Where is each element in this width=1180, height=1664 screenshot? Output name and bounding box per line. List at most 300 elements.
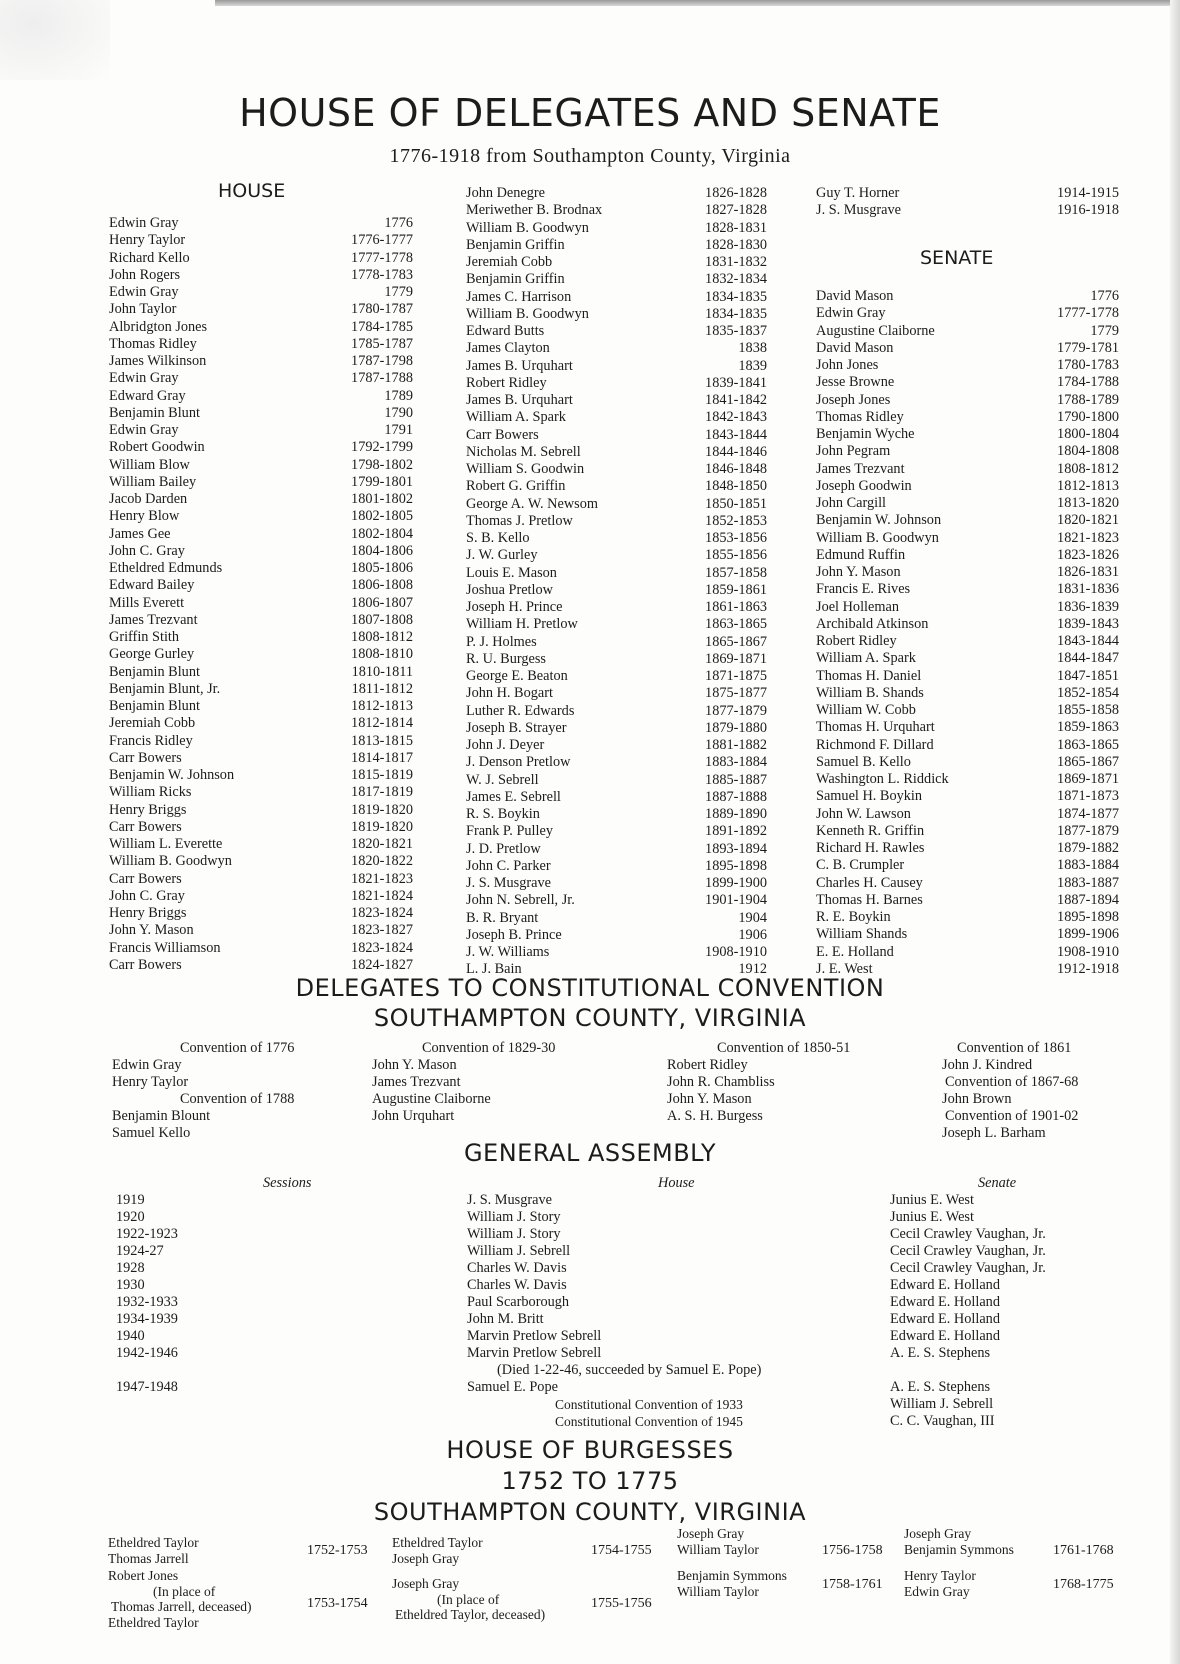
member-name: Archibald Atkinson xyxy=(816,615,929,632)
member-row xyxy=(816,581,1119,598)
member-row xyxy=(109,836,413,853)
member-years: 1812-1813 xyxy=(1057,477,1119,494)
ga-house-member: Constitutional Convention of 1945 xyxy=(555,1414,743,1429)
ga-house-member: John M. Britt xyxy=(467,1311,544,1327)
member-years: 1817-1819 xyxy=(351,784,413,801)
member-years: 1843-1844 xyxy=(1057,633,1119,649)
member-years: 1912 xyxy=(738,961,767,978)
member-row xyxy=(109,405,413,422)
burgess-name: Joseph Gray xyxy=(904,1526,972,1541)
member-years: 1813-1815 xyxy=(351,732,413,749)
member-name: Richard Kello xyxy=(109,249,190,266)
member-row xyxy=(466,823,767,840)
member-row xyxy=(466,513,767,530)
member-name: William H. Pretlow xyxy=(466,616,578,633)
member-name: Joshua Pretlow xyxy=(466,581,553,598)
member-years: 1810-1811 xyxy=(351,663,413,680)
member-row xyxy=(109,370,413,387)
burgess-names xyxy=(108,1535,199,1566)
delegate-name: John Y. Mason xyxy=(372,1057,457,1073)
member-name: John Jones xyxy=(816,357,879,373)
member-name: William Shands xyxy=(816,926,908,943)
member-years: 1875-1877 xyxy=(705,685,767,702)
member-row xyxy=(109,388,413,405)
member-years: 1834-1835 xyxy=(705,288,767,305)
member-row xyxy=(466,358,767,375)
member-years: 1883-1887 xyxy=(1057,874,1119,891)
member-years: 1852-1853 xyxy=(705,512,767,529)
delegate-name: John Y. Mason xyxy=(667,1091,752,1107)
member-row xyxy=(466,806,767,823)
member-name: Henry Taylor xyxy=(109,232,186,249)
member-row xyxy=(466,461,767,478)
member-name: Edwin Gray xyxy=(109,370,179,387)
member-row xyxy=(109,767,413,784)
member-name: Joseph H. Prince xyxy=(466,599,563,615)
house-label: House xyxy=(658,1175,695,1191)
member-name: Carr Bowers xyxy=(466,426,539,443)
member-row xyxy=(466,910,767,927)
delegate-name: Joseph L. Barham xyxy=(942,1125,1046,1141)
member-years: 1839 xyxy=(738,357,767,374)
member-name: Edwin Gray xyxy=(816,305,886,322)
member-name: Washington L. Riddick xyxy=(816,771,949,787)
member-years: 1852-1854 xyxy=(1057,684,1119,701)
convention-heading: Convention of 1776 xyxy=(180,1040,295,1056)
member-row xyxy=(109,819,413,836)
member-years: 1835-1837 xyxy=(705,323,767,339)
member-years: 1879-1882 xyxy=(1057,840,1119,856)
member-years: 1790-1800 xyxy=(1057,408,1119,425)
member-years: 1821-1824 xyxy=(351,887,413,904)
member-years: 1811-1812 xyxy=(351,680,413,697)
member-years: 1777-1778 xyxy=(1057,305,1119,322)
member-years: 1827-1828 xyxy=(705,202,767,219)
member-name: George A. W. Newsom xyxy=(466,495,598,512)
burgess-years: 1755-1756 xyxy=(591,1596,652,1611)
member-name: William B. Goodwyn xyxy=(466,305,589,322)
member-years: 1808-1810 xyxy=(351,646,413,663)
member-row xyxy=(109,215,413,232)
member-row xyxy=(466,720,767,737)
member-name: John C. Gray xyxy=(109,542,185,559)
member-row xyxy=(466,858,767,875)
ga-session: 1940 xyxy=(116,1328,145,1344)
house-list-col3 xyxy=(816,185,1119,220)
member-name: John W. Lawson xyxy=(816,805,911,822)
member-row xyxy=(466,703,767,720)
member-years: 1895-1898 xyxy=(705,857,767,874)
member-row xyxy=(466,944,767,961)
senate-list xyxy=(816,288,1119,978)
member-row xyxy=(816,616,1119,633)
member-name: James Wilkinson xyxy=(109,353,207,369)
member-row xyxy=(109,681,413,698)
member-row xyxy=(109,871,413,888)
member-years: 1914-1915 xyxy=(1057,185,1119,201)
member-years: 1823-1827 xyxy=(351,922,413,939)
ga-house-member: Marvin Pretlow Sebrell xyxy=(467,1328,602,1344)
member-years: 1826-1831 xyxy=(1057,564,1119,580)
member-years: 1792-1799 xyxy=(351,439,413,456)
member-years: 1780-1783 xyxy=(1057,357,1119,373)
member-years: 1801-1802 xyxy=(351,491,413,507)
member-name: Robert Goodwin xyxy=(109,439,205,456)
burgess-names xyxy=(392,1535,483,1566)
member-row xyxy=(816,926,1119,943)
member-row xyxy=(816,892,1119,909)
member-row xyxy=(466,202,767,219)
burgess-name: Etheldred Taylor, deceased) xyxy=(395,1607,546,1622)
member-name: P. J. Holmes xyxy=(466,633,537,650)
burgesses-years: 1752 TO 1775 xyxy=(501,1467,679,1495)
ga-house-member: Samuel E. Pope xyxy=(467,1379,558,1395)
member-name: J. S. Musgrave xyxy=(816,202,901,219)
burgess-name: Edwin Gray xyxy=(904,1583,970,1599)
member-years: 1820-1821 xyxy=(351,836,413,852)
member-row xyxy=(109,733,413,750)
ga-house-list xyxy=(467,1192,761,1430)
senate-label: Senate xyxy=(978,1175,1017,1191)
member-name: Jacob Darden xyxy=(109,491,188,507)
member-years: 1832-1834 xyxy=(705,271,767,288)
member-row xyxy=(816,771,1119,788)
member-name: Samuel H. Boykin xyxy=(816,788,923,805)
member-years: 1857-1858 xyxy=(705,564,767,581)
member-years: 1863-1865 xyxy=(705,616,767,633)
member-name: Francis Ridley xyxy=(109,732,193,749)
member-row xyxy=(466,841,767,858)
member-name: George Gurley xyxy=(109,646,195,663)
member-name: John Pegram xyxy=(816,443,891,460)
ga-session: 1947-1948 xyxy=(116,1379,178,1395)
member-years: 1885-1887 xyxy=(705,771,767,788)
member-row xyxy=(816,788,1119,805)
member-years: 1776-1777 xyxy=(351,232,413,249)
member-years: 1874-1877 xyxy=(1057,805,1119,822)
ga-session xyxy=(116,1396,178,1413)
member-years: 1779-1781 xyxy=(1057,339,1119,356)
ga-senate-member: C. C. Vaughan, III xyxy=(890,1413,995,1429)
member-row xyxy=(816,599,1119,616)
member-years: 1820-1821 xyxy=(1057,512,1119,529)
member-years: 1869-1871 xyxy=(1057,771,1119,787)
member-name: E. E. Holland xyxy=(816,943,894,960)
member-row xyxy=(109,336,413,353)
member-name: Louis E. Mason xyxy=(466,564,557,581)
member-years: 1784-1788 xyxy=(1057,374,1119,391)
member-name: Edward Gray xyxy=(109,387,186,404)
member-row xyxy=(466,306,767,323)
member-row xyxy=(466,892,767,909)
ga-senate-member: William J. Sebrell xyxy=(890,1396,994,1412)
ga-session xyxy=(116,1413,178,1430)
member-name: Benjamin W. Johnson xyxy=(109,767,235,783)
member-name: Frank P. Pulley xyxy=(466,823,553,840)
member-years: 1904 xyxy=(738,909,767,926)
burgesses-subtitle: SOUTHAMPTON COUNTY, VIRGINIA xyxy=(373,1498,807,1526)
member-name: C. B. Crumpler xyxy=(816,857,905,874)
member-years: 1808-1812 xyxy=(351,629,413,645)
member-name: William A. Spark xyxy=(466,409,566,426)
member-years: 1823-1826 xyxy=(1057,546,1119,563)
member-name: Francis E. Rives xyxy=(816,581,911,598)
burgess-name: (In place of xyxy=(437,1591,500,1607)
member-name: J. W. Williams xyxy=(466,944,550,960)
member-years: 1861-1863 xyxy=(705,599,767,615)
member-name: Joseph B. Prince xyxy=(466,926,562,943)
member-name: Benjamin Wyche xyxy=(816,426,915,442)
burgess-names xyxy=(904,1526,1014,1557)
delegate-name: A. S. H. Burgess xyxy=(667,1108,763,1124)
burgess-names xyxy=(904,1568,976,1599)
delegate-name: Samuel Kello xyxy=(112,1125,191,1141)
member-years: 1787-1788 xyxy=(351,370,413,387)
member-years: 1865-1867 xyxy=(1057,753,1119,770)
convention-heading: Convention of 1829-30 xyxy=(422,1040,556,1056)
member-name: Robert Ridley xyxy=(816,633,897,649)
member-row xyxy=(816,754,1119,771)
burgess-name: Thomas Jarrell, deceased) xyxy=(111,1599,252,1614)
member-row xyxy=(466,927,767,944)
member-name: Joseph B. Strayer xyxy=(466,719,567,736)
member-row xyxy=(109,267,413,284)
ga-session: 1919 xyxy=(116,1192,145,1208)
member-years: 1800-1804 xyxy=(1057,426,1119,442)
member-row xyxy=(816,374,1119,391)
ga-session xyxy=(116,1362,178,1379)
member-years: 1779 xyxy=(384,284,413,300)
member-name: J. E. West xyxy=(816,960,873,977)
convention-heading: Convention of 1850-51 xyxy=(717,1040,851,1056)
member-name: James E. Sebrell xyxy=(466,788,561,805)
page-right-edge xyxy=(1170,0,1180,1664)
member-years: 1912-1918 xyxy=(1057,960,1119,977)
member-row xyxy=(109,526,413,543)
member-name: George E. Beaton xyxy=(466,668,568,684)
delegate-name: John J. Kindred xyxy=(942,1057,1033,1073)
burgess-name: Benjamin Symmons xyxy=(677,1568,787,1583)
member-row xyxy=(466,254,767,271)
member-years: 1899-1906 xyxy=(1057,926,1119,943)
ga-house-member: William J. Story xyxy=(467,1226,561,1242)
convention-heading: Convention of 1861 xyxy=(957,1040,1072,1056)
member-years: 1806-1808 xyxy=(351,577,413,594)
member-row xyxy=(109,560,413,577)
member-row xyxy=(466,582,767,599)
burgess-name: Thomas Jarrell xyxy=(108,1550,189,1566)
member-name: Luther R. Edwards xyxy=(466,702,575,719)
member-row xyxy=(466,271,767,288)
member-name: S. B. Kello xyxy=(466,530,530,546)
member-years: 1812-1813 xyxy=(351,698,413,714)
member-name: L. J. Bain xyxy=(466,961,522,978)
ga-senate-member: A. E. S. Stephens xyxy=(890,1379,991,1395)
member-name: B. R. Bryant xyxy=(466,909,539,926)
member-row xyxy=(816,564,1119,581)
member-row xyxy=(109,802,413,819)
member-name: Henry Briggs xyxy=(109,801,187,818)
member-years: 1859-1861 xyxy=(705,581,767,598)
member-years: 1916-1918 xyxy=(1057,202,1119,219)
member-row xyxy=(466,340,767,357)
member-name: James B. Urquhart xyxy=(466,357,573,374)
member-row xyxy=(109,612,413,629)
member-row xyxy=(816,461,1119,478)
member-row xyxy=(466,616,767,633)
member-name: William B. Goodwyn xyxy=(466,219,589,236)
member-years: 1908-1910 xyxy=(1057,943,1119,960)
member-name: Thomas Ridley xyxy=(109,335,197,352)
burgess-name: Etheldred Taylor xyxy=(108,1614,199,1630)
member-name: John J. Deyer xyxy=(466,737,545,753)
member-name: Benjamin Blunt xyxy=(109,404,200,421)
convention-column xyxy=(667,1040,850,1125)
burgess-name: William Taylor xyxy=(677,1583,759,1599)
member-name: Nicholas M. Sebrell xyxy=(466,443,581,460)
member-row xyxy=(816,202,1119,219)
member-row xyxy=(109,922,413,939)
member-row xyxy=(109,284,413,301)
member-name: James Trezvant xyxy=(109,611,198,628)
ga-session: 1928 xyxy=(116,1260,145,1276)
member-row xyxy=(466,754,767,771)
member-years: 1821-1823 xyxy=(351,870,413,887)
ga-senate-member xyxy=(890,1362,1046,1379)
member-name: John C. Parker xyxy=(466,857,551,874)
member-name: David Mason xyxy=(816,339,894,356)
member-years: 1789 xyxy=(384,387,413,404)
member-years: 1855-1858 xyxy=(1057,702,1119,718)
member-name: Etheldred Edmunds xyxy=(109,560,223,576)
member-name: Thomas J. Pretlow xyxy=(466,512,573,529)
member-row xyxy=(109,457,413,474)
member-row xyxy=(816,857,1119,874)
member-row xyxy=(816,305,1119,322)
member-name: John H. Bogart xyxy=(466,685,553,702)
member-name: Jeremiah Cobb xyxy=(466,254,553,270)
member-years: 1838 xyxy=(738,340,767,357)
member-row xyxy=(109,439,413,456)
ga-senate-member: Cecil Crawley Vaughan, Jr. xyxy=(890,1226,1046,1242)
member-years: 1831-1832 xyxy=(705,254,767,270)
member-years: 1799-1801 xyxy=(351,473,413,490)
member-name: Benjamin Blunt xyxy=(109,698,200,714)
burgess-name: William Taylor xyxy=(677,1541,759,1557)
member-years: 1828-1830 xyxy=(705,236,767,253)
member-years: 1846-1848 xyxy=(705,461,767,477)
member-row xyxy=(816,840,1119,857)
member-years: 1843-1844 xyxy=(705,426,767,443)
member-name: Joseph Jones xyxy=(816,391,891,408)
member-name: Meriwether B. Brodnax xyxy=(466,202,603,219)
member-row xyxy=(466,478,767,495)
member-name: Benjamin Griffin xyxy=(466,271,565,288)
member-name: Charles H. Causey xyxy=(816,874,923,891)
member-years: 1815-1819 xyxy=(351,767,413,783)
member-row xyxy=(109,301,413,318)
member-name: R. S. Boykin xyxy=(466,806,540,822)
member-name: J. Denson Pretlow xyxy=(466,754,571,771)
burgess-name: Robert Jones xyxy=(108,1568,179,1583)
member-row xyxy=(109,905,413,922)
burgess-years: 1752-1753 xyxy=(307,1543,368,1558)
member-name: Edwin Gray xyxy=(109,284,179,300)
member-name: Henry Blow xyxy=(109,508,180,525)
member-row xyxy=(466,289,767,306)
member-years: 1788-1789 xyxy=(1057,391,1119,408)
ga-session: 1920 xyxy=(116,1209,145,1225)
member-row xyxy=(816,650,1119,667)
ga-senate-member: Cecil Crawley Vaughan, Jr. xyxy=(890,1260,1046,1276)
convention-heading: Convention of 1788 xyxy=(180,1091,295,1107)
member-name: Edmund Ruffin xyxy=(816,546,906,563)
member-row xyxy=(816,478,1119,495)
sessions-label: Sessions xyxy=(263,1175,312,1191)
member-row xyxy=(109,957,413,974)
house-heading: HOUSE xyxy=(218,180,286,202)
member-years: 1839-1841 xyxy=(705,374,767,391)
member-years: 1859-1863 xyxy=(1057,719,1119,736)
convention-column xyxy=(372,1040,555,1125)
member-years: 1883-1884 xyxy=(1057,857,1119,874)
member-name: Benjamin Griffin xyxy=(466,236,565,253)
member-years: 1823-1824 xyxy=(351,905,413,921)
member-years: 1819-1820 xyxy=(351,801,413,818)
member-name: J. S. Musgrave xyxy=(466,875,551,891)
member-name: Henry Briggs xyxy=(109,905,187,921)
member-name: John Denegre xyxy=(466,185,546,201)
member-row xyxy=(816,685,1119,702)
member-years: 1879-1880 xyxy=(705,719,767,736)
member-years: 1826-1828 xyxy=(705,185,767,201)
burgess-years: 1761-1768 xyxy=(1053,1543,1114,1558)
member-row xyxy=(816,668,1119,685)
member-years: 1841-1842 xyxy=(705,392,767,408)
member-name: Jeremiah Cobb xyxy=(109,715,196,732)
member-name: Griffin Stith xyxy=(109,629,180,645)
member-years: 1802-1804 xyxy=(351,525,413,542)
member-name: J. D. Pretlow xyxy=(466,840,541,857)
ga-session: 1934-1939 xyxy=(116,1311,178,1327)
member-years: 1791 xyxy=(384,422,413,438)
member-name: John Y. Mason xyxy=(816,564,901,580)
member-years: 1804-1808 xyxy=(1057,443,1119,460)
member-name: William L. Everette xyxy=(109,836,223,852)
member-years: 1806-1807 xyxy=(351,594,413,611)
member-name: Richard H. Rawles xyxy=(816,840,925,856)
member-name: William B. Goodwyn xyxy=(816,529,939,546)
burgess-names xyxy=(677,1568,787,1599)
burgesses-title: HOUSE OF BURGESSES xyxy=(446,1436,734,1464)
ga-senate-member: Junius E. West xyxy=(890,1192,974,1208)
member-years: 1784-1785 xyxy=(351,318,413,335)
member-row xyxy=(816,909,1119,926)
member-row xyxy=(466,185,767,202)
member-years: 1842-1843 xyxy=(705,409,767,426)
ga-senate-member: Edward E. Holland xyxy=(890,1311,1000,1327)
member-row xyxy=(816,806,1119,823)
member-years: 1836-1839 xyxy=(1057,598,1119,615)
member-row xyxy=(816,288,1119,305)
member-row xyxy=(816,875,1119,892)
member-row xyxy=(816,633,1119,650)
member-years: 1808-1812 xyxy=(1057,460,1119,477)
member-row xyxy=(816,512,1119,529)
ga-senate-member: A. E. S. Stephens xyxy=(890,1345,991,1361)
delegate-name: Augustine Claiborne xyxy=(372,1091,491,1107)
member-name: Edward Butts xyxy=(466,323,545,339)
